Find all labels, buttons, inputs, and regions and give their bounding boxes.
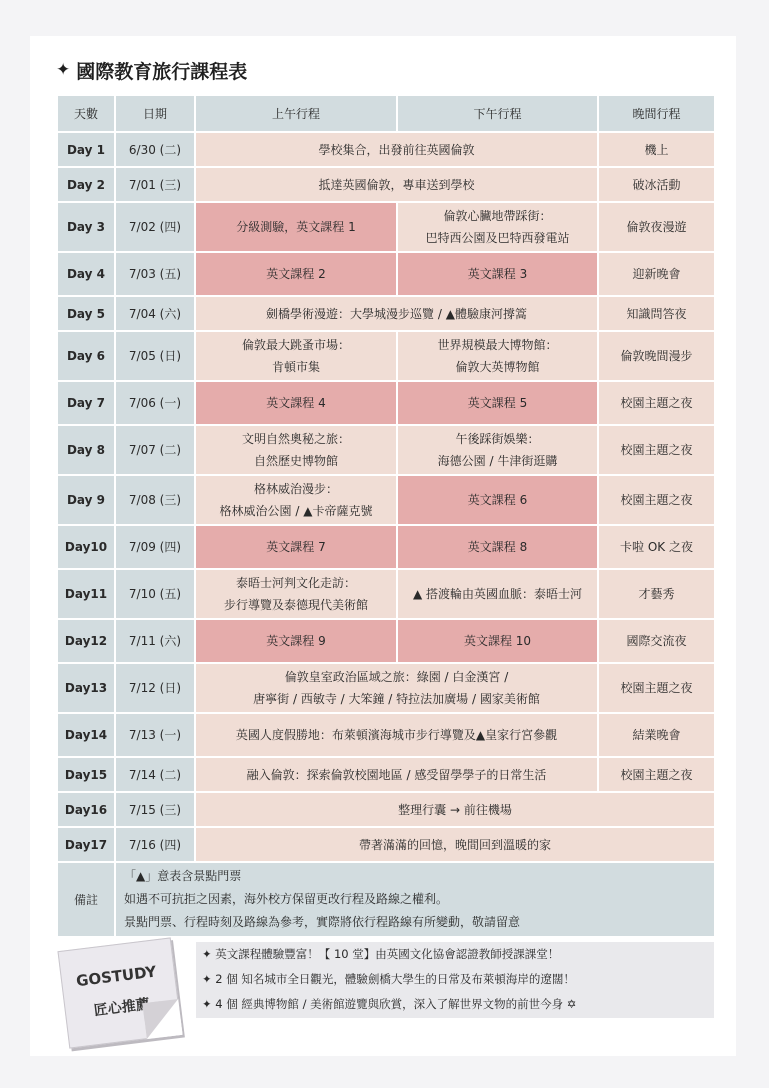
evening-cell: 校園主題之夜	[598, 663, 715, 713]
date-cell: 7/15 (三)	[115, 792, 195, 827]
date-cell: 7/02 (四)	[115, 202, 195, 252]
header-morning: 上午行程	[195, 95, 397, 132]
afternoon-cell: 英文課程 6	[397, 475, 598, 525]
evening-cell: 才藝秀	[598, 569, 715, 619]
morning-cell: 英文課程 4	[195, 381, 397, 425]
morning-line: 泰晤士河判文化走訪：	[235, 576, 356, 590]
morning-line: 倫敦最大跳蚤市場：	[241, 338, 350, 352]
table-row	[57, 757, 715, 792]
afternoon-cell: 英文課程 10	[397, 619, 598, 663]
morning-line: 步行導覽及泰德現代美術館	[223, 598, 368, 612]
afternoon-cell: ▲ 搭渡輪由英國血脈：泰晤士河	[397, 569, 598, 619]
afternoon-line: 海德公園 / 牛津街逛購	[437, 454, 558, 468]
badge-brand: GOSTUDY	[75, 962, 158, 991]
afternoon-cell: 英文課程 8	[397, 525, 598, 569]
day-activity-cell	[195, 663, 598, 713]
table-row	[57, 331, 715, 381]
table-row	[57, 425, 715, 475]
day-activity-cell: 抵達英國倫敦，專車送到學校	[195, 167, 598, 202]
day-activity-cell: 學校集合，出發前往英國倫敦	[195, 132, 598, 167]
date-cell: 7/01 (三)	[115, 167, 195, 202]
afternoon-line: 世界規模最大博物館：	[437, 338, 558, 352]
morning-cell	[195, 425, 397, 475]
morning-line: 文明自然奧秘之旅：	[241, 432, 350, 446]
date-cell: 7/04 (六)	[115, 296, 195, 331]
day-cell: Day 1	[57, 132, 115, 167]
morning-line: 格林威治漫步：	[253, 482, 338, 496]
notes-row	[57, 862, 715, 937]
day-cell: Day11	[57, 569, 115, 619]
morning-cell: 英文課程 2	[195, 252, 397, 296]
evening-cell: 知識問答夜	[598, 296, 715, 331]
evening-cell: 機上	[598, 132, 715, 167]
sticky-note	[57, 937, 182, 1048]
day-cell: Day 5	[57, 296, 115, 331]
afternoon-line: 倫敦大英博物館	[455, 360, 540, 374]
morning-line: 格林威治公園 / ▲卡帝薩克號	[219, 504, 373, 518]
morning-line: 自然歷史博物館	[253, 454, 338, 468]
afternoon-cell	[397, 202, 598, 252]
morning-cell: 英文課程 9	[195, 619, 397, 663]
morning-cell: 分級測驗，英文課程 1	[195, 202, 397, 252]
day-cell: Day 2	[57, 167, 115, 202]
table-row	[57, 167, 715, 202]
afternoon-cell: 英文課程 5	[397, 381, 598, 425]
day-cell: Day14	[57, 713, 115, 757]
morning-cell	[195, 475, 397, 525]
evening-cell: 卡啦 OK 之夜	[598, 525, 715, 569]
activity-line: 倫敦皇室政治區域之旅：綠園 / 白金漢宮 /	[284, 670, 509, 684]
morning-cell	[195, 569, 397, 619]
highlights-box	[196, 942, 714, 1018]
afternoon-cell	[397, 425, 598, 475]
date-cell: 7/05 (日)	[115, 331, 195, 381]
schedule-table	[56, 94, 716, 938]
day-cell: Day12	[57, 619, 115, 663]
day-activity-cell: 融入倫敦：探索倫敦校園地區 / 感受留學學子的日常生活	[195, 757, 598, 792]
table-row	[57, 475, 715, 525]
note-line: 景點門票、行程時刻及路線為參考，實際將依行程路線有所變動，敬請留意	[124, 915, 521, 929]
activity-line: 唐寧街 / 西敏寺 / 大笨鐘 / 特拉法加廣場 / 國家美術館	[253, 692, 540, 706]
evening-cell: 結業晚會	[598, 713, 715, 757]
page-title-text: 國際教育旅行課程表	[76, 60, 248, 83]
full-day-cell: 整理行囊 → 前往機場	[195, 792, 715, 827]
table-row	[57, 132, 715, 167]
date-cell: 7/12 (日)	[115, 663, 195, 713]
gostudy-badge	[55, 938, 183, 1046]
table-row	[57, 202, 715, 252]
afternoon-line: 午後踩街娛樂：	[455, 432, 540, 446]
day-cell: Day10	[57, 525, 115, 569]
day-cell: Day16	[57, 792, 115, 827]
table-header-row	[57, 95, 715, 132]
date-cell: 7/14 (二)	[115, 757, 195, 792]
evening-cell: 校園主題之夜	[598, 381, 715, 425]
table-row	[57, 619, 715, 663]
morning-line: 肯頓市集	[271, 360, 320, 374]
table-row	[57, 792, 715, 827]
day-cell: Day13	[57, 663, 115, 713]
evening-cell: 迎新晚會	[598, 252, 715, 296]
day-cell: Day 9	[57, 475, 115, 525]
notes-label: 備註	[57, 862, 115, 937]
date-cell: 7/16 (四)	[115, 827, 195, 862]
table-row	[57, 713, 715, 757]
table-row	[57, 381, 715, 425]
afternoon-cell: 英文課程 3	[397, 252, 598, 296]
day-activity-cell: 英國人度假勝地：布萊頓濱海城市步行導覽及▲皇家行宮參觀	[195, 713, 598, 757]
evening-cell: 倫敦夜漫遊	[598, 202, 715, 252]
evening-cell: 倫敦晚間漫步	[598, 331, 715, 381]
date-cell: 7/06 (一)	[115, 381, 195, 425]
date-cell: 7/11 (六)	[115, 619, 195, 663]
date-cell: 7/03 (五)	[115, 252, 195, 296]
notes-cell	[115, 862, 715, 937]
date-cell: 7/09 (四)	[115, 525, 195, 569]
day-cell: Day15	[57, 757, 115, 792]
date-cell: 7/07 (二)	[115, 425, 195, 475]
header-evening: 晚間行程	[598, 95, 715, 132]
day-cell: Day 4	[57, 252, 115, 296]
day-cell: Day 8	[57, 425, 115, 475]
day-cell: Day 3	[57, 202, 115, 252]
table-row	[57, 827, 715, 862]
date-cell: 7/08 (三)	[115, 475, 195, 525]
evening-cell: 破冰活動	[598, 167, 715, 202]
day-cell: Day17	[57, 827, 115, 862]
table-row	[57, 663, 715, 713]
date-cell: 7/10 (五)	[115, 569, 195, 619]
evening-cell: 校園主題之夜	[598, 475, 715, 525]
sparkle-star-icon: ✦	[56, 60, 71, 80]
day-cell: Day 7	[57, 381, 115, 425]
table-row	[57, 569, 715, 619]
header-day: 天數	[57, 95, 115, 132]
evening-cell: 國際交流夜	[598, 619, 715, 663]
evening-cell: 校園主題之夜	[598, 757, 715, 792]
highlight-item: ✦ 2 個 知名城市全日觀光，體驗劍橋大學生的日常及布萊頓海岸的遼闊！	[202, 972, 575, 986]
evening-cell: 校園主題之夜	[598, 425, 715, 475]
page-fold-icon	[142, 999, 182, 1039]
note-line: 「▲」意表含景點門票	[124, 869, 242, 883]
full-day-cell: 帶著滿滿的回憶，晚間回到溫暖的家	[195, 827, 715, 862]
afternoon-cell	[397, 331, 598, 381]
morning-cell	[195, 331, 397, 381]
morning-cell: 英文課程 7	[195, 525, 397, 569]
afternoon-line: 巴特西公園及巴特西發電站	[425, 231, 570, 245]
header-afternoon: 下午行程	[397, 95, 598, 132]
day-activity-cell: 劍橋學術漫遊：大學城漫步巡覽 / ▲體驗康河撐篙	[195, 296, 598, 331]
date-cell: 7/13 (一)	[115, 713, 195, 757]
table-row	[57, 525, 715, 569]
badge-subtitle: 匠心推薦	[93, 996, 151, 1020]
highlight-item: ✦ 4 個 經典博物館 / 美術館遊覽與欣賞，深入了解世界文物的前世今身 ✡	[202, 997, 577, 1011]
highlight-item: ✦ 英文課程體驗豐富！【 10 堂】由英國文化協會認證教師授課課堂！	[202, 947, 560, 961]
table-row	[57, 296, 715, 331]
afternoon-line: 倫敦心臟地帶踩街：	[443, 209, 552, 223]
note-line: 如遇不可抗拒之因素，海外校方保留更改行程及路線之權利。	[124, 892, 449, 906]
header-date: 日期	[115, 95, 195, 132]
page-title	[56, 56, 247, 84]
day-cell: Day 6	[57, 331, 115, 381]
date-cell: 6/30 (二)	[115, 132, 195, 167]
table-row	[57, 252, 715, 296]
